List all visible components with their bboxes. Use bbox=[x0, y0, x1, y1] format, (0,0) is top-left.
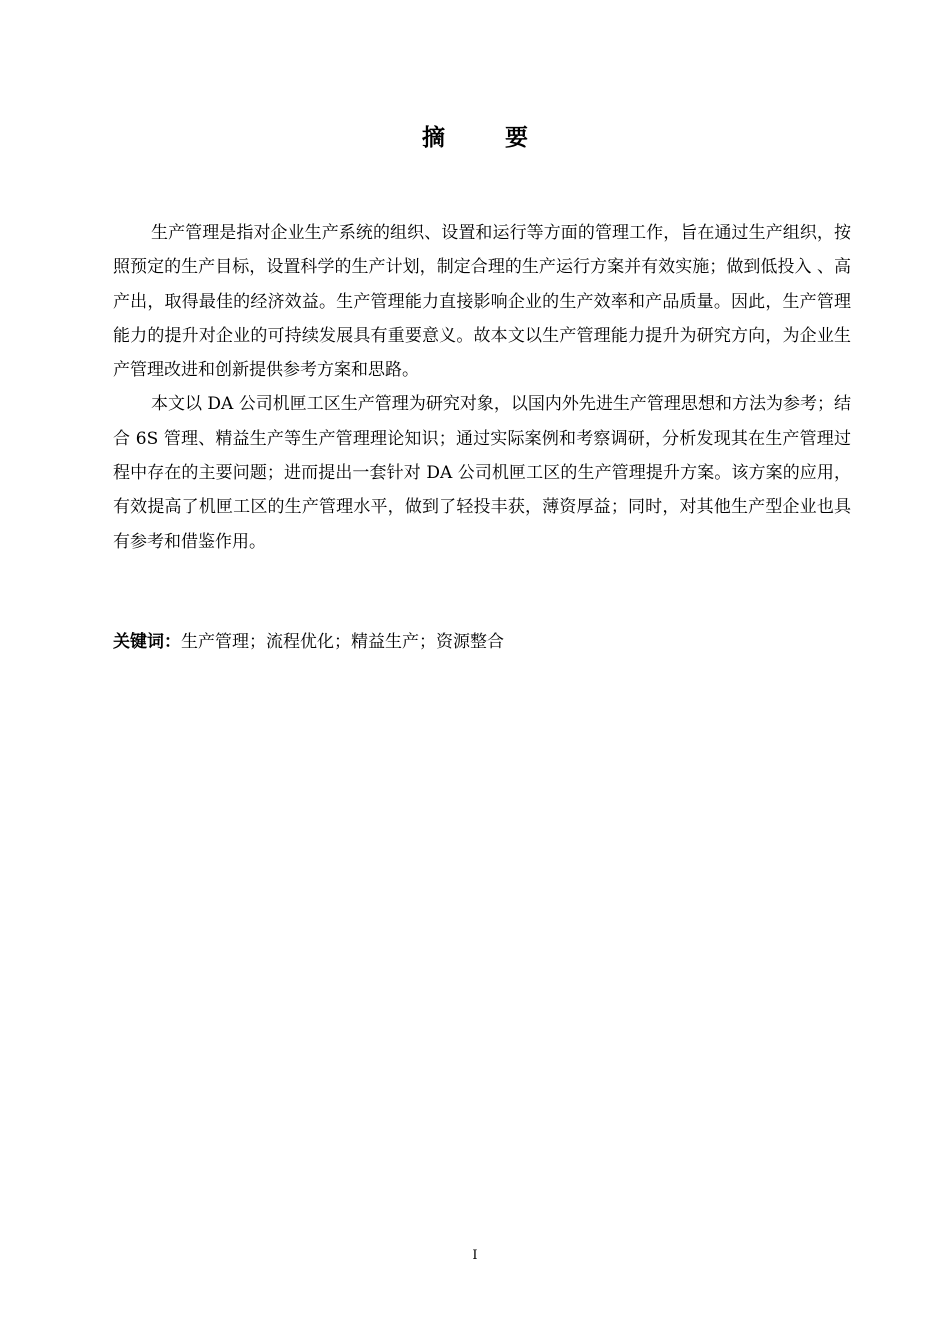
abstract-title: 摘 要 bbox=[421, 125, 554, 151]
abstract-paragraph-2: 本文以 DA 公司机匣工区生产管理为研究对象，以国内外先进生产管理思想和方法为参考；结合 6S 管理、精益生产等生产管理理论知识；通过实际案例和考察调研，分析发现其在生产管理过程中存在的主要问题；进而提出一套针对 DA 公司机匣工区的生产管理提升方案。该方案的应用，有效提高了机匣工区的生产管理水平，做到了轻投丰获，薄资厚益；同时，对其他生产型企业也具有参考和借鉴作用。 bbox=[113, 394, 851, 552]
keywords-list: 生产管理；流程优化；精益生产；资源整合 bbox=[181, 632, 504, 652]
page-number: I bbox=[472, 1248, 478, 1263]
abstract-body bbox=[113, 216, 851, 559]
keywords-label: 关键词： bbox=[113, 632, 181, 652]
keywords-line bbox=[113, 627, 504, 657]
abstract-paragraph-1: 生产管理是指对企业生产系统的组织、设置和运行等方面的管理工作，旨在通过生产组织，按照预定的生产目标，设置科学的生产计划，制定合理的生产运行方案并有效实施；做到低投入 、高产出，取得最佳的经济效益。生产管理能力直接影响企业的生产效率和产品质量。因此，生产管理能力的提升对企业的可持续发展具有重要意义。故本文以生产管理能力提升为研究方向，为企业生产管理改进和创新提供参考方案和思路。 bbox=[113, 223, 851, 381]
